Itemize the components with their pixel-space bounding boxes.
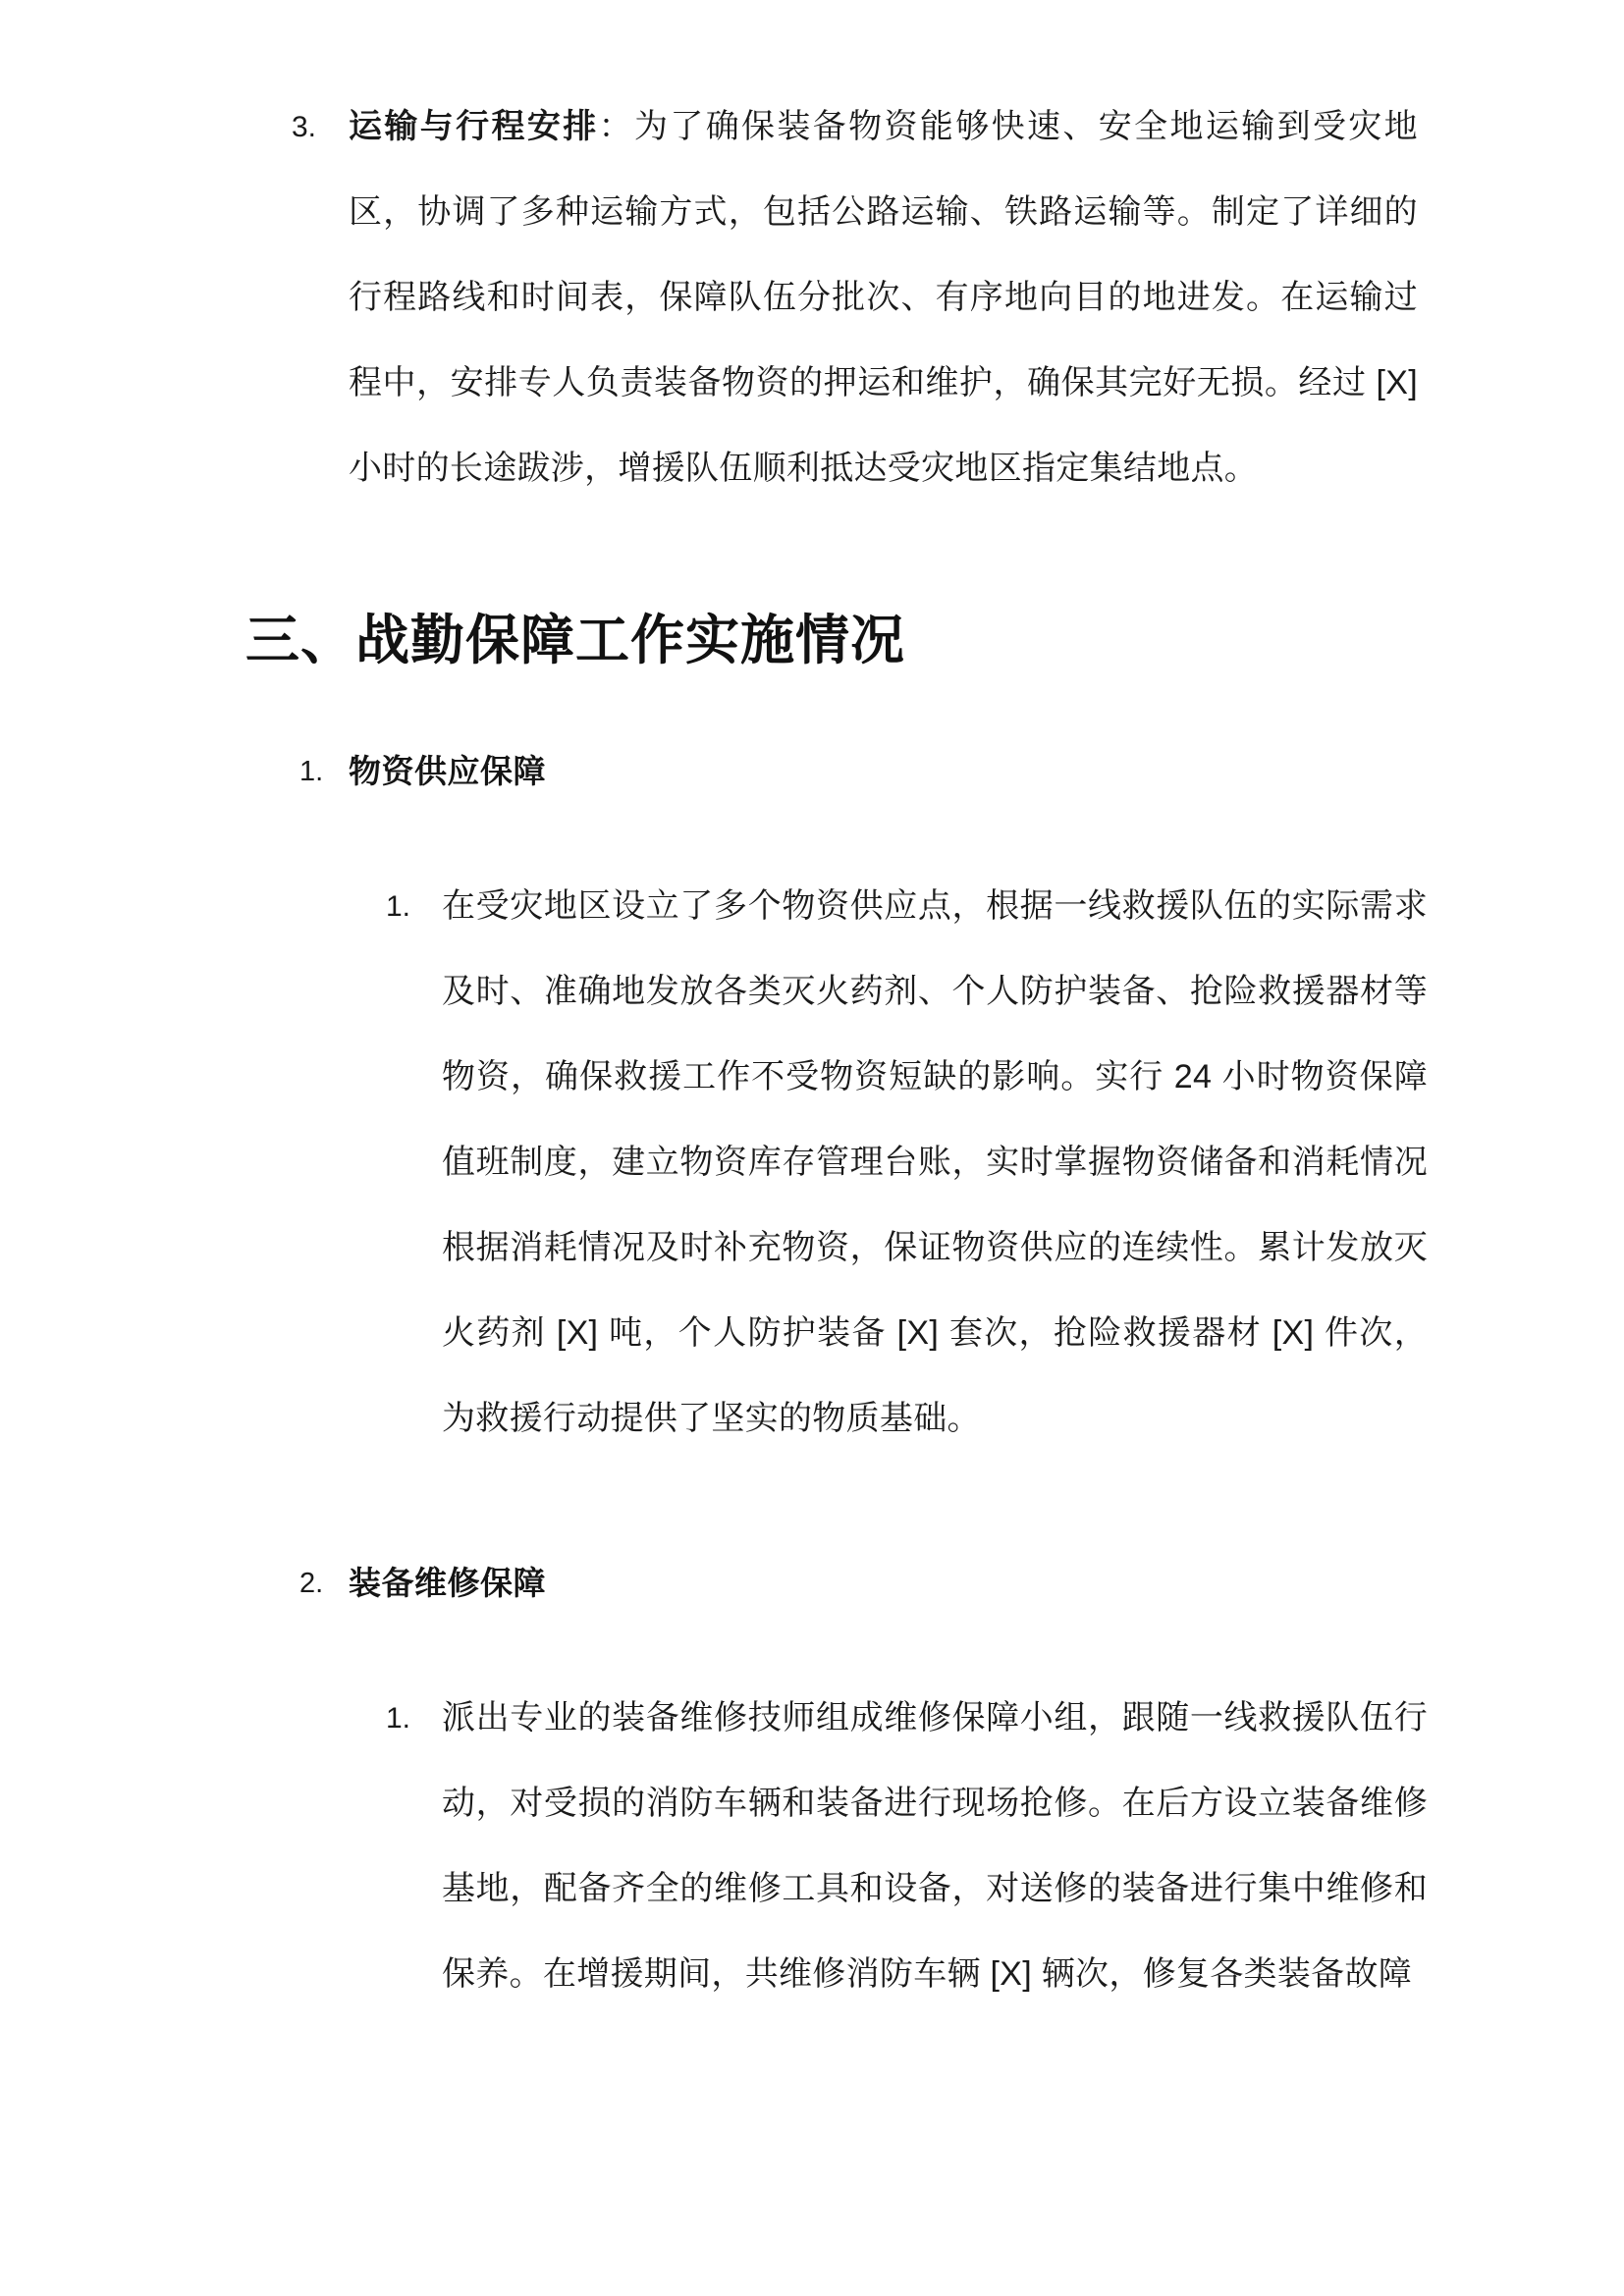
list-item-maintenance-heading bbox=[0, 1546, 1624, 1621]
nested-list-marker-1: 1. bbox=[386, 890, 411, 924]
list-item-body: 为了确保装备物资能够快速、安全地运输到受灾地区，协调了多种运输方式，包括公路运输、铁路运输等。制定了详细的行程路线和时间表，保障队伍分批次、有序地向目的地进发。在运输过程中，安排专人负责装备物资的押运和维护，确保其完好无损。经过 [X] 小时的长途跋涉，增援队伍顺利抵达受灾地区指定集结地点。 bbox=[349, 108, 1418, 487]
list-item-separator: ： bbox=[598, 108, 634, 145]
list-item-supply-heading bbox=[0, 734, 1624, 809]
list-item-supply-label: 物资供应保障 bbox=[349, 753, 546, 790]
nested-list-paragraph-maintenance: 派出专业的装备维修技师组成维修保障小组，跟随一线救援队伍行动，对受损的消防车辆和装备进行现场抢修。在后方设立装备维修基地，配备齐全的维修工具和设备，对送修的装备进行集中维修和保养。在增援期间，共维修消防车辆 [X] 辆次，修复各类装备故障 bbox=[442, 1699, 1428, 1994]
list-marker-2: 2. bbox=[299, 1568, 324, 1600]
spacer-after-supply-heading bbox=[0, 809, 1624, 864]
list-marker-1: 1. bbox=[299, 756, 324, 788]
list-item-maintenance-label: 装备维修保障 bbox=[349, 1565, 546, 1602]
spacer-before-maintenance-heading bbox=[0, 1462, 1624, 1546]
nested-list-item-maintenance bbox=[0, 1676, 1624, 2017]
top-margin-spacer bbox=[0, 0, 1624, 84]
section-heading-3: 三、战勤保障工作实施情况 bbox=[245, 610, 906, 670]
heading-top-spacer bbox=[0, 511, 1624, 610]
nested-list-paragraph-supply: 在受灾地区设立了多个物资供应点，根据一线救援队伍的实际需求及时、准确地发放各类灭火药剂、个人防护装备、抢险救援器材等物资，确保救援工作不受物资短缺的影响。实行 24 小时物资保障值班制度，建立物资库存管理台账，实时掌握物资储备和消耗情况根据消耗情况及时补充物资，保证物资供应的连续性。累计发放灭火药剂 [X] 吨，个人防护装备 [X] 套次，抢险救援器材 [X] 件次，为救援行动提供了坚实的物质基础。 bbox=[442, 887, 1428, 1438]
heading-bottom-spacer bbox=[0, 671, 1624, 734]
nested-list-item-supply bbox=[0, 864, 1624, 1462]
list-item-paragraph bbox=[349, 84, 1418, 511]
spacer-after-maintenance-heading bbox=[0, 1621, 1624, 1676]
list-item-transport bbox=[0, 84, 1624, 511]
list-item-bold-lead: 运输与行程安排 bbox=[349, 108, 599, 145]
nested-list-marker-1b: 1. bbox=[386, 1702, 411, 1735]
list-marker-3: 3. bbox=[292, 111, 317, 143]
